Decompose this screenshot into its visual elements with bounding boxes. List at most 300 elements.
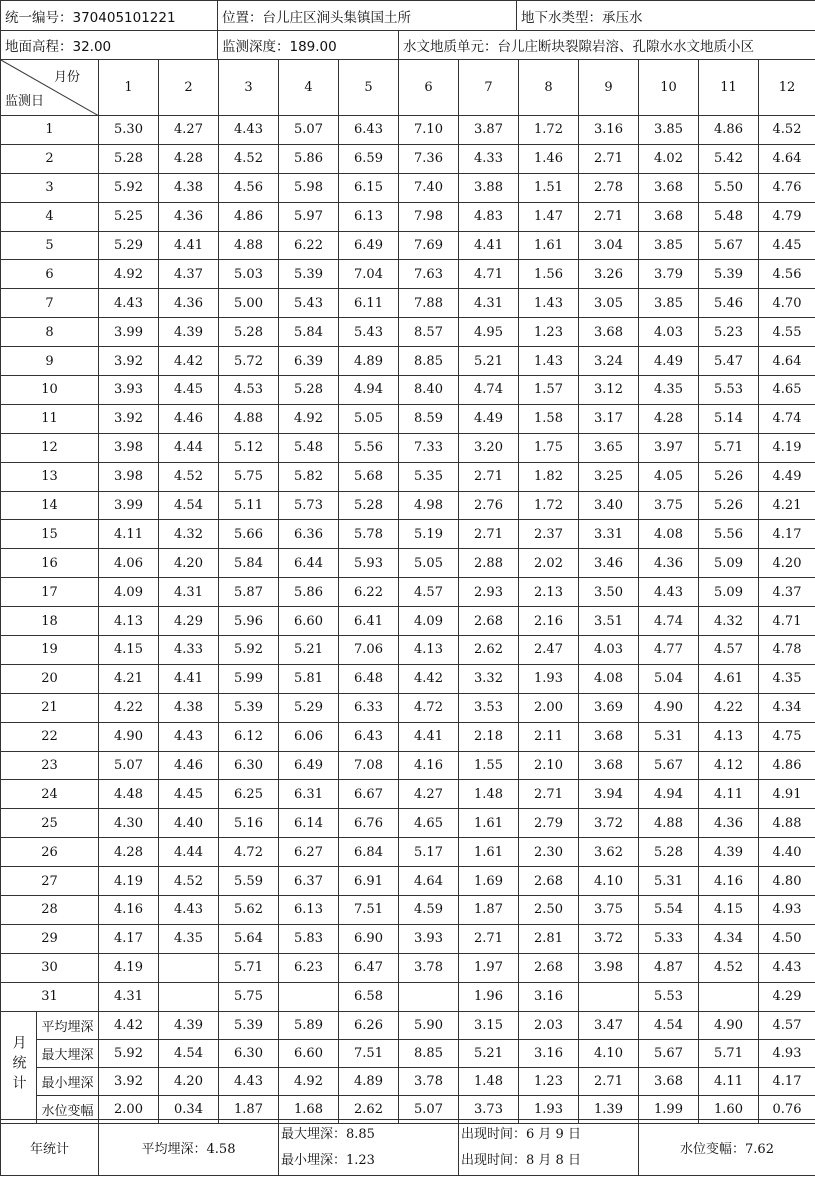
table-row bbox=[1, 982, 815, 1011]
depth-cell: 5.56 bbox=[699, 520, 759, 549]
ground-elevation: 地面高程：32.00 bbox=[1, 31, 218, 60]
day-label: 18 bbox=[1, 607, 99, 636]
depth-cell: 5.64 bbox=[219, 924, 279, 953]
stat-cell: 1.99 bbox=[639, 1095, 699, 1123]
depth-cell: 4.27 bbox=[399, 780, 459, 809]
depth-cell: 3.87 bbox=[459, 116, 519, 145]
depth-cell: 5.87 bbox=[219, 578, 279, 607]
depth-cell: 4.49 bbox=[459, 404, 519, 433]
depth-cell: 4.13 bbox=[399, 636, 459, 665]
day-label: 19 bbox=[1, 636, 99, 665]
depth-cell: 1.43 bbox=[519, 289, 579, 318]
depth-cell: 4.76 bbox=[759, 173, 815, 202]
stat-cell: 4.90 bbox=[699, 1011, 759, 1039]
depth-cell: 5.86 bbox=[279, 144, 339, 173]
depth-cell: 4.46 bbox=[159, 751, 219, 780]
day-label: 5 bbox=[1, 231, 99, 260]
stat-cell: 4.39 bbox=[159, 1011, 219, 1039]
stat-cell: 5.89 bbox=[279, 1011, 339, 1039]
month-header: 4 bbox=[279, 60, 339, 116]
depth-cell: 2.71 bbox=[459, 924, 519, 953]
depth-cell: 4.90 bbox=[99, 722, 159, 751]
depth-cell: 5.39 bbox=[279, 260, 339, 289]
depth-cell: 4.17 bbox=[759, 520, 815, 549]
depth-cell: 2.71 bbox=[519, 780, 579, 809]
table-row bbox=[1, 462, 815, 491]
depth-cell: 4.13 bbox=[699, 722, 759, 751]
depth-cell: 4.44 bbox=[159, 433, 219, 462]
depth-cell: 4.34 bbox=[699, 924, 759, 953]
stat-cell: 7.51 bbox=[339, 1039, 399, 1067]
depth-cell: 6.84 bbox=[339, 838, 399, 867]
month-header: 5 bbox=[339, 60, 399, 116]
depth-cell: 5.07 bbox=[279, 116, 339, 145]
depth-cell: 4.92 bbox=[279, 404, 339, 433]
depth-cell: 4.03 bbox=[639, 318, 699, 347]
month-header: 1 bbox=[99, 60, 159, 116]
stat-cell: 5.21 bbox=[459, 1039, 519, 1067]
depth-cell: 2.16 bbox=[519, 607, 579, 636]
stat-cell: 2.62 bbox=[339, 1095, 399, 1123]
day-label: 28 bbox=[1, 896, 99, 925]
stat-cell: 4.92 bbox=[279, 1067, 339, 1095]
depth-cell: 4.35 bbox=[759, 664, 815, 693]
depth-cell: 4.31 bbox=[459, 289, 519, 318]
table-row bbox=[1, 433, 815, 462]
depth-cell: 2.93 bbox=[459, 578, 519, 607]
depth-cell: 5.73 bbox=[279, 491, 339, 520]
day-label: 11 bbox=[1, 404, 99, 433]
depth-cell: 5.33 bbox=[639, 924, 699, 953]
depth-cell: 4.16 bbox=[99, 896, 159, 925]
depth-cell: 4.49 bbox=[759, 462, 815, 491]
depth-cell: 2.68 bbox=[519, 867, 579, 896]
depth-cell: 5.03 bbox=[219, 260, 279, 289]
depth-cell: 1.72 bbox=[519, 116, 579, 145]
depth-cell: 4.28 bbox=[99, 838, 159, 867]
depth-cell: 1.57 bbox=[519, 376, 579, 405]
day-label: 16 bbox=[1, 549, 99, 578]
depth-cell: 5.75 bbox=[219, 462, 279, 491]
depth-cell: 5.53 bbox=[699, 376, 759, 405]
depth-cell: 4.52 bbox=[759, 116, 815, 145]
depth-cell: 5.26 bbox=[699, 491, 759, 520]
depth-cell: 6.49 bbox=[339, 231, 399, 260]
table-row bbox=[1, 202, 815, 231]
depth-cell: 4.09 bbox=[99, 578, 159, 607]
monthly-stat-label-text: 月统计 bbox=[10, 1035, 27, 1096]
stat-cell: 4.54 bbox=[159, 1039, 219, 1067]
depth-cell: 5.54 bbox=[639, 896, 699, 925]
depth-cell: 3.40 bbox=[579, 491, 639, 520]
depth-cell: 3.16 bbox=[519, 982, 579, 1011]
depth-cell: 5.98 bbox=[279, 173, 339, 202]
depth-cell: 4.56 bbox=[219, 173, 279, 202]
annual-range: 水位变幅：7.62 bbox=[639, 1120, 815, 1176]
stat-cell: 3.16 bbox=[519, 1039, 579, 1067]
depth-cell: 5.04 bbox=[639, 664, 699, 693]
depth-cell: 5.82 bbox=[279, 462, 339, 491]
month-header: 6 bbox=[399, 60, 459, 116]
depth-cell: 4.42 bbox=[399, 664, 459, 693]
depth-cell: 4.50 bbox=[759, 924, 815, 953]
depth-cell: 4.45 bbox=[159, 780, 219, 809]
depth-cell: 5.17 bbox=[399, 838, 459, 867]
stat-cell: 1.93 bbox=[519, 1095, 579, 1123]
depth-cell: 3.79 bbox=[639, 260, 699, 289]
depth-cell: 4.17 bbox=[99, 924, 159, 953]
depth-cell: 5.11 bbox=[219, 491, 279, 520]
stat-cell: 5.71 bbox=[699, 1039, 759, 1067]
depth-cell: 1.97 bbox=[459, 953, 519, 982]
depth-cell: 4.92 bbox=[99, 260, 159, 289]
table-row bbox=[1, 491, 815, 520]
depth-cell: 5.21 bbox=[279, 636, 339, 665]
depth-cell: 5.50 bbox=[699, 173, 759, 202]
depth-cell: 3.98 bbox=[99, 433, 159, 462]
stat-cell: 5.90 bbox=[399, 1011, 459, 1039]
depth-cell: 2.30 bbox=[519, 838, 579, 867]
table-row bbox=[1, 520, 815, 549]
month-header: 9 bbox=[579, 60, 639, 116]
annual-label: 年统计 bbox=[1, 1120, 99, 1176]
stat-cell: 1.39 bbox=[579, 1095, 639, 1123]
depth-cell: 4.09 bbox=[399, 607, 459, 636]
depth-cell: 4.94 bbox=[639, 780, 699, 809]
depth-cell: 8.85 bbox=[399, 347, 459, 376]
depth-cell: 2.18 bbox=[459, 722, 519, 751]
depth-cell: 4.27 bbox=[159, 116, 219, 145]
depth-cell: 2.76 bbox=[459, 491, 519, 520]
depth-cell: 5.47 bbox=[699, 347, 759, 376]
table-row bbox=[1, 347, 815, 376]
depth-cell: 3.65 bbox=[579, 433, 639, 462]
depth-cell: 4.72 bbox=[399, 693, 459, 722]
stat-cell: 5.07 bbox=[399, 1095, 459, 1123]
depth-cell: 4.28 bbox=[639, 404, 699, 433]
depth-cell: 4.87 bbox=[639, 953, 699, 982]
stat-cell: 3.47 bbox=[579, 1011, 639, 1039]
depth-cell: 4.29 bbox=[759, 982, 815, 1011]
table-row bbox=[1, 231, 815, 260]
depth-cell: 2.78 bbox=[579, 173, 639, 202]
depth-cell: 5.84 bbox=[219, 549, 279, 578]
depth-cell: 2.47 bbox=[519, 636, 579, 665]
depth-cell: 4.79 bbox=[759, 202, 815, 231]
depth-cell: 6.11 bbox=[339, 289, 399, 318]
annual-max-time: 出现时间：6 月 9 日 bbox=[461, 1126, 581, 1142]
depth-cell: 3.99 bbox=[99, 491, 159, 520]
depth-cell: 2.68 bbox=[459, 607, 519, 636]
depth-cell: 4.44 bbox=[159, 838, 219, 867]
day-label: 30 bbox=[1, 953, 99, 982]
table-row bbox=[1, 260, 815, 289]
depth-cell: 4.61 bbox=[699, 664, 759, 693]
depth-cell: 4.20 bbox=[159, 549, 219, 578]
month-header: 2 bbox=[159, 60, 219, 116]
depth-cell: 1.48 bbox=[459, 780, 519, 809]
stat-cell: 8.85 bbox=[399, 1039, 459, 1067]
depth-cell: 5.39 bbox=[699, 260, 759, 289]
depth-cell: 4.22 bbox=[699, 693, 759, 722]
depth-cell: 4.19 bbox=[759, 433, 815, 462]
stat-cell: 2.03 bbox=[519, 1011, 579, 1039]
depth-cell: 5.29 bbox=[279, 693, 339, 722]
table-row bbox=[1, 144, 815, 173]
stat-cell: 0.34 bbox=[159, 1095, 219, 1123]
depth-cell: 3.92 bbox=[99, 404, 159, 433]
depth-cell: 1.46 bbox=[519, 144, 579, 173]
depth-cell: 4.33 bbox=[159, 636, 219, 665]
depth-cell: 4.64 bbox=[399, 867, 459, 896]
month-header: 3 bbox=[219, 60, 279, 116]
depth-cell: 1.43 bbox=[519, 347, 579, 376]
depth-cell: 5.25 bbox=[99, 202, 159, 231]
depth-cell: 4.29 bbox=[159, 607, 219, 636]
depth-cell: 5.83 bbox=[279, 924, 339, 953]
depth-cell: 5.28 bbox=[219, 318, 279, 347]
depth-cell: 5.31 bbox=[639, 722, 699, 751]
depth-cell: 5.42 bbox=[699, 144, 759, 173]
stat-cell: 6.30 bbox=[219, 1039, 279, 1067]
hydro-unit: 水文地质单元：台儿庄断块裂隙岩溶、孔隙水水文地质小区 bbox=[399, 31, 815, 60]
depth-cell bbox=[699, 982, 759, 1011]
table-row bbox=[1, 173, 815, 202]
depth-cell: 5.46 bbox=[699, 289, 759, 318]
stat-cell: 1.68 bbox=[279, 1095, 339, 1123]
depth-cell: 3.20 bbox=[459, 433, 519, 462]
annual-stats bbox=[0, 1119, 815, 1176]
day-label: 3 bbox=[1, 173, 99, 202]
table-row bbox=[1, 664, 815, 693]
month-header: 7 bbox=[459, 60, 519, 116]
depth-cell: 4.64 bbox=[759, 347, 815, 376]
depth-cell: 5.05 bbox=[399, 549, 459, 578]
corner-day-label: 监测日 bbox=[5, 94, 45, 109]
depth-cell: 4.86 bbox=[699, 116, 759, 145]
depth-cell: 5.62 bbox=[219, 896, 279, 925]
depth-cell: 4.43 bbox=[159, 722, 219, 751]
annual-min-time: 出现时间：8 月 8 日 bbox=[461, 1152, 581, 1168]
depth-cell: 3.69 bbox=[579, 693, 639, 722]
day-label: 21 bbox=[1, 693, 99, 722]
depth-cell: 5.97 bbox=[279, 202, 339, 231]
depth-cell: 5.16 bbox=[219, 809, 279, 838]
depth-cell: 4.11 bbox=[699, 780, 759, 809]
depth-cell: 4.35 bbox=[159, 924, 219, 953]
depth-cell: 7.98 bbox=[399, 202, 459, 231]
stat-cell: 0.76 bbox=[759, 1095, 815, 1123]
depth-cell: 1.82 bbox=[519, 462, 579, 491]
depth-cell: 3.68 bbox=[579, 722, 639, 751]
depth-cell: 5.23 bbox=[699, 318, 759, 347]
stat-cell: 6.60 bbox=[279, 1039, 339, 1067]
depth-cell: 6.06 bbox=[279, 722, 339, 751]
depth-cell: 5.00 bbox=[219, 289, 279, 318]
depth-cell: 7.36 bbox=[399, 144, 459, 173]
depth-cell: 7.51 bbox=[339, 896, 399, 925]
depth-cell: 5.09 bbox=[699, 549, 759, 578]
depth-cell bbox=[159, 982, 219, 1011]
depth-cell: 4.90 bbox=[639, 693, 699, 722]
depth-cell: 6.76 bbox=[339, 809, 399, 838]
depth-cell: 4.19 bbox=[99, 867, 159, 896]
table-row bbox=[1, 780, 815, 809]
depth-cell: 6.27 bbox=[279, 838, 339, 867]
depth-cell: 4.36 bbox=[639, 549, 699, 578]
depth-cell: 6.13 bbox=[339, 202, 399, 231]
depth-cell: 6.47 bbox=[339, 953, 399, 982]
depth-cell: 5.99 bbox=[219, 664, 279, 693]
day-label: 29 bbox=[1, 924, 99, 953]
table-row bbox=[1, 607, 815, 636]
depth-cell: 4.31 bbox=[99, 982, 159, 1011]
depth-cell: 5.12 bbox=[219, 433, 279, 462]
depth-cell: 4.31 bbox=[159, 578, 219, 607]
day-label: 2 bbox=[1, 144, 99, 173]
stat-cell: 3.68 bbox=[639, 1067, 699, 1095]
depth-cell: 4.43 bbox=[219, 116, 279, 145]
depth-cell: 7.63 bbox=[399, 260, 459, 289]
table-row bbox=[1, 318, 815, 347]
depth-cell: 1.75 bbox=[519, 433, 579, 462]
depth-cell: 3.16 bbox=[579, 116, 639, 145]
depth-cell: 4.28 bbox=[159, 144, 219, 173]
depth-cell: 4.40 bbox=[159, 809, 219, 838]
depth-cell: 4.03 bbox=[579, 636, 639, 665]
depth-cell: 1.58 bbox=[519, 404, 579, 433]
depth-cell: 1.61 bbox=[519, 231, 579, 260]
depth-cell: 1.23 bbox=[519, 318, 579, 347]
depth-cell: 4.08 bbox=[639, 520, 699, 549]
depth-cell: 4.33 bbox=[459, 144, 519, 173]
depth-cell: 3.31 bbox=[579, 520, 639, 549]
stat-name: 水位变幅 bbox=[37, 1095, 99, 1123]
day-label: 14 bbox=[1, 491, 99, 520]
depth-cell: 5.84 bbox=[279, 318, 339, 347]
depth-cell: 2.02 bbox=[519, 549, 579, 578]
depth-cell: 4.37 bbox=[759, 578, 815, 607]
depth-cell: 5.96 bbox=[219, 607, 279, 636]
stat-cell: 5.39 bbox=[219, 1011, 279, 1039]
depth-cell: 4.64 bbox=[759, 144, 815, 173]
stat-cell: 1.23 bbox=[519, 1067, 579, 1095]
table-row bbox=[1, 809, 815, 838]
monthly-stat-label bbox=[1, 1011, 37, 1123]
depth-cell: 4.13 bbox=[99, 607, 159, 636]
depth-cell: 2.81 bbox=[519, 924, 579, 953]
depth-cell: 5.28 bbox=[639, 838, 699, 867]
depth-cell: 3.99 bbox=[99, 318, 159, 347]
day-label: 17 bbox=[1, 578, 99, 607]
depth-cell: 2.11 bbox=[519, 722, 579, 751]
depth-cell: 7.40 bbox=[399, 173, 459, 202]
depth-cell: 5.14 bbox=[699, 404, 759, 433]
depth-cell: 4.83 bbox=[459, 202, 519, 231]
depth-cell: 5.78 bbox=[339, 520, 399, 549]
table-row bbox=[1, 693, 815, 722]
depth-cell: 5.81 bbox=[279, 664, 339, 693]
depth-cell: 8.40 bbox=[399, 376, 459, 405]
stat-cell: 5.92 bbox=[99, 1039, 159, 1067]
depth-cell: 4.43 bbox=[759, 953, 815, 982]
depth-cell: 5.28 bbox=[99, 144, 159, 173]
depth-cell: 4.38 bbox=[159, 173, 219, 202]
stat-cell: 3.15 bbox=[459, 1011, 519, 1039]
depth-cell: 3.98 bbox=[579, 953, 639, 982]
depth-cell: 6.41 bbox=[339, 607, 399, 636]
depth-cell: 6.12 bbox=[219, 722, 279, 751]
table-row bbox=[1, 867, 815, 896]
depth-cell: 4.57 bbox=[399, 578, 459, 607]
depth-cell: 6.39 bbox=[279, 347, 339, 376]
depth-cell: 4.70 bbox=[759, 289, 815, 318]
monthly-stat-row bbox=[1, 1011, 815, 1039]
depth-cell: 7.33 bbox=[399, 433, 459, 462]
depth-cell: 2.37 bbox=[519, 520, 579, 549]
depth-cell: 2.88 bbox=[459, 549, 519, 578]
depth-cell: 6.14 bbox=[279, 809, 339, 838]
depth-cell: 3.85 bbox=[639, 231, 699, 260]
depth-cell: 8.57 bbox=[399, 318, 459, 347]
annual-max: 最大埋深：8.85 bbox=[281, 1126, 375, 1142]
depth-cell: 3.17 bbox=[579, 404, 639, 433]
depth-cell: 4.37 bbox=[159, 260, 219, 289]
depth-cell: 4.59 bbox=[399, 896, 459, 925]
depth-cell: 5.09 bbox=[699, 578, 759, 607]
depth-cell: 3.92 bbox=[99, 347, 159, 376]
depth-cell: 7.04 bbox=[339, 260, 399, 289]
stat-cell: 4.93 bbox=[759, 1039, 815, 1067]
depth-cell: 3.72 bbox=[579, 924, 639, 953]
depth-cell: 5.05 bbox=[339, 404, 399, 433]
stat-cell: 1.87 bbox=[219, 1095, 279, 1123]
depth-cell: 5.48 bbox=[279, 433, 339, 462]
depth-cell: 4.74 bbox=[759, 404, 815, 433]
depth-cell: 6.33 bbox=[339, 693, 399, 722]
day-label: 10 bbox=[1, 376, 99, 405]
depth-cell: 1.72 bbox=[519, 491, 579, 520]
depth-cell: 4.06 bbox=[99, 549, 159, 578]
depth-cell: 4.53 bbox=[219, 376, 279, 405]
depth-cell: 4.36 bbox=[159, 202, 219, 231]
depth-cell: 5.31 bbox=[639, 867, 699, 896]
depth-cell bbox=[159, 953, 219, 982]
depth-cell: 5.92 bbox=[219, 636, 279, 665]
day-label: 31 bbox=[1, 982, 99, 1011]
depth-cell: 4.43 bbox=[639, 578, 699, 607]
depth-cell: 4.22 bbox=[99, 693, 159, 722]
depth-cell: 5.19 bbox=[399, 520, 459, 549]
depth-cell: 3.75 bbox=[579, 896, 639, 925]
depth-cell: 1.87 bbox=[459, 896, 519, 925]
depth-cell: 3.93 bbox=[99, 376, 159, 405]
depth-cell: 5.59 bbox=[219, 867, 279, 896]
depth-cell: 4.41 bbox=[399, 722, 459, 751]
depth-cell: 6.30 bbox=[219, 751, 279, 780]
depth-cell: 4.15 bbox=[699, 896, 759, 925]
depth-cell: 3.53 bbox=[459, 693, 519, 722]
depth-cell: 4.98 bbox=[399, 491, 459, 520]
depth-cell: 6.15 bbox=[339, 173, 399, 202]
depth-cell: 6.91 bbox=[339, 867, 399, 896]
depth-cell: 4.71 bbox=[759, 607, 815, 636]
depth-cell: 1.93 bbox=[519, 664, 579, 693]
depth-cell: 4.05 bbox=[639, 462, 699, 491]
depth-cell: 4.56 bbox=[759, 260, 815, 289]
table-row bbox=[1, 549, 815, 578]
stat-cell: 2.00 bbox=[99, 1095, 159, 1123]
